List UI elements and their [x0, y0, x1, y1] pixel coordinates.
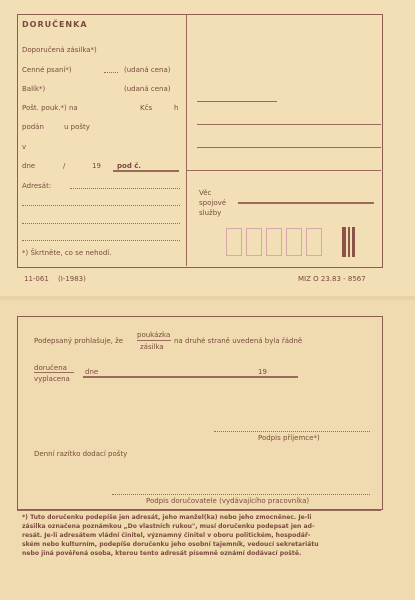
date-label: dne	[22, 162, 36, 170]
addressee-line-2	[22, 205, 180, 206]
strike-note: *) Škrtněte, co se nehodí.	[22, 249, 112, 257]
footnote-rule	[17, 510, 381, 511]
declared-value-label: (udaná cena)	[124, 66, 171, 74]
barcode-mark-2	[348, 227, 350, 257]
in-label: v	[22, 143, 27, 151]
barcode-mark-3	[352, 227, 355, 257]
value-line	[104, 72, 118, 73]
addressee-line-3	[22, 223, 180, 224]
postal-order-label: Pošt. pouk.*) na	[22, 104, 78, 112]
footnote-line-3: resát. Je-li adresátem vládní činitel, významný činitel v oboru politickém, hospodář-	[22, 532, 311, 539]
number-underline	[113, 170, 179, 172]
code-box-4	[286, 228, 302, 256]
declaration-prefix: Podepsaný prohlašuje, že	[34, 337, 124, 345]
declaration-suffix: na druhé straně uvedená byla řádně	[174, 337, 303, 345]
parcel-label: Balík*)	[22, 85, 46, 93]
barcode-mark-1	[342, 227, 346, 257]
bottom-card-frame	[17, 316, 383, 510]
registered-item-label: Doporučená zásilka*)	[22, 46, 97, 54]
status-delivered: doručena	[34, 364, 67, 372]
form-code: 11-061	[24, 275, 49, 283]
code-box-1	[226, 228, 242, 256]
top-card	[0, 0, 415, 296]
footnote-line-4: ském nebo kulturním, podepíše doručenku jeho osobní tajemník, vedoucí sekretariátu	[22, 541, 319, 548]
service-item-label-3: služby	[199, 209, 222, 217]
code-box-3	[266, 228, 282, 256]
haler-label: h	[174, 104, 179, 112]
recipient-signature-line	[214, 431, 370, 432]
card-title: DORUČENKA	[22, 20, 88, 29]
declared-value-label-2: (udaná cena)	[124, 85, 171, 93]
service-item-label-1: Věc	[199, 189, 212, 197]
recipient-signature-label: Podpis příjemce*)	[258, 434, 320, 442]
right-line-2	[197, 124, 381, 125]
number-label: pod č.	[117, 162, 142, 170]
currency-label: Kčs	[140, 104, 153, 112]
date-underline	[83, 376, 298, 378]
year-label: 19	[92, 162, 101, 170]
declaration-option-divider	[137, 340, 171, 341]
footnote-line-1: *) Tuto doručenku podepíše jen adresát, jeho manžel(ka) nebo jeho zmocněnec. Je-li	[22, 514, 312, 521]
addressee-line-1	[70, 188, 180, 189]
stamp-label: Denní razítko dodací pošty	[34, 450, 128, 458]
status-paid: vyplacena	[34, 375, 70, 383]
addressee-label: Adresát:	[22, 182, 52, 190]
post-office-label: u pošty	[64, 123, 90, 131]
top-card-divider	[186, 14, 187, 266]
date-label-bottom: dne	[85, 368, 99, 376]
declaration-option-bottom: zásilka	[140, 343, 164, 351]
deliverer-signature-label: Podpis doručovatele (vydávajícího pracovníka)	[146, 497, 310, 505]
year-label-bottom: 19	[258, 368, 267, 376]
posted-label: podán	[22, 123, 44, 131]
form-edition: (I-1983)	[58, 275, 86, 283]
bottom-card	[0, 300, 415, 600]
right-line-3	[197, 147, 381, 148]
code-box-5	[306, 228, 322, 256]
service-item-label-2: spojové	[199, 199, 227, 207]
service-item-bar	[238, 202, 374, 204]
addressee-line-4	[22, 240, 180, 241]
footnote-line-5: nebo jiná pověřená osoba, kterou tento adresát písemně oznámí dodávací poště.	[22, 550, 302, 557]
date-separator: /	[63, 162, 66, 170]
code-box-2	[246, 228, 262, 256]
print-code: MIZ O 23.83 - 8567	[298, 275, 366, 283]
footnote-line-2: zásilka označena poznámkou „Do vlastních rukou", musí doručenku podepsat jen ad-	[22, 523, 315, 530]
right-line-1	[197, 101, 277, 102]
right-line-4	[187, 170, 381, 171]
deliverer-signature-line	[112, 494, 370, 495]
status-divider	[34, 372, 74, 373]
valuable-letter-label: Cenné psaní*)	[22, 66, 72, 74]
declaration-option-top: poukázka	[137, 331, 171, 339]
